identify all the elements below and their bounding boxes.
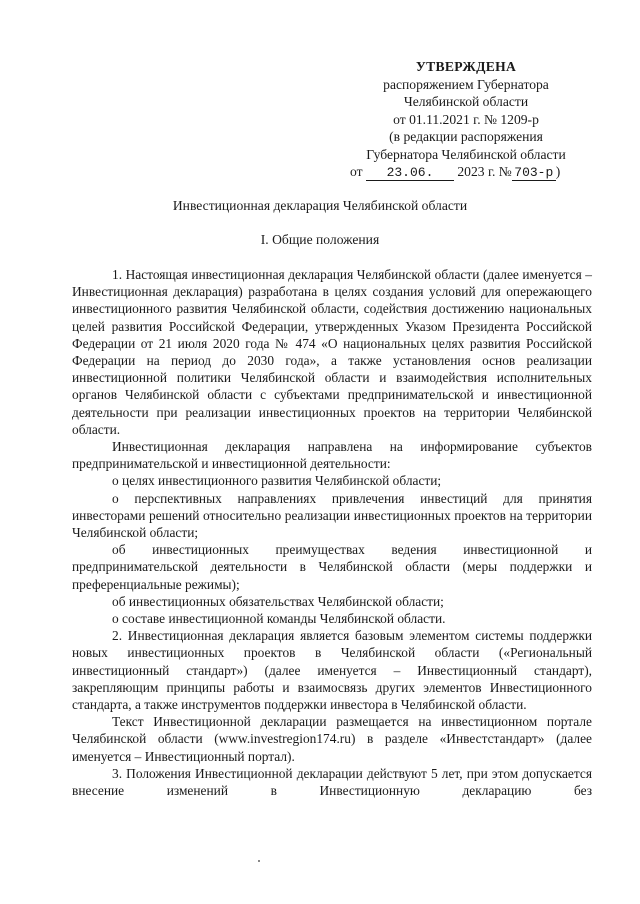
scan-speck	[258, 860, 260, 862]
section-title: I. Общие положения	[260, 232, 380, 247]
list-item: о целях инвестиционного развития Челябинской области;	[112, 473, 442, 489]
paragraph: Текст Инвестиционной декларации размещается на инвестиционном портале Челябинской области (www.investregion174.ru) в разделе «Инвестстандарт» (далее именуется – Инвестиционный портал).	[72, 714, 592, 764]
approval-line-4: (в редакции распоряжения	[389, 129, 543, 144]
list-item: об инвестиционных преимуществах ведения инвестиционной и предпринимательской деятельности в Челябинской области (меры поддержки и преференциальные режимы);	[72, 542, 592, 592]
approval-stamp	[330, 58, 602, 181]
list-item: о перспективных направлениях привлечения инвестиций для принятия инвесторами решений относительно реализации инвестиционных проектов на территории Челябинской области;	[72, 490, 592, 541]
approval-line-2: Челябинской области	[403, 94, 529, 109]
approval-line-6	[330, 163, 602, 181]
paragraph: 1. Настоящая инвестиционная декларация Челябинской области (далее именуется – Инвестиционная декларация) разработана в целях создания условий для опережающего инвестиционного развития Челябинской области, содействия достижению национальных целей развития Российской Федерации, утвержденных Указом Президента Российской Федерации от 21 июля 2020 года № 474 «О национальных целях развития Российской Федерации на период до 2030 года», а также установления основ реализации инвестиционной политики Челябинской области и взаимодействия исполнительных органов Челябинской области с субъектами предпринимательской и инвестиционной деятельности при реализации инвестиционных проектов на территории Челябинской области.	[72, 267, 592, 437]
approval-line-1: распоряжением Губернатора	[383, 76, 549, 92]
list-item: о составе инвестиционной команды Челябинской области.	[112, 611, 446, 627]
approval-date-filled: 23.06.	[366, 166, 454, 181]
approval-close-paren: )	[555, 164, 561, 179]
approval-line-3: от 01.11.2021 г. № 1209-р	[393, 111, 539, 127]
approval-heading: УТВЕРЖДЕНА	[415, 59, 517, 74]
paragraph: Инвестиционная декларация направлена на информирование субъектов предпринимательской и инвестиционной деятельности:	[72, 439, 592, 472]
approval-year: 2023 г. №	[457, 164, 512, 179]
document-body	[72, 266, 592, 799]
document-title: Инвестиционная декларация Челябинской области	[172, 198, 468, 213]
paragraph: 2. Инвестиционная декларация является базовым элементом системы поддержки новых инвестиционных проектов в Челябинской области («Региональный инвестиционный стандарт») (далее именуется – Инвестиционный стандарт), закрепляющим принципы работы и взаимосвязь других элементов Инвестиционного стандарта, а также инструментов поддержки инвестора в Челябинской области.	[72, 628, 592, 713]
approval-number-filled: 703-р	[512, 166, 556, 181]
paragraph: 3. Положения Инвестиционной декларации действуют 5 лет, при этом допускается внесение изменений в Инвестиционную декларацию без	[72, 765, 592, 799]
approval-ot: от	[350, 164, 363, 179]
list-item: об инвестиционных обязательствах Челябинской области;	[112, 593, 444, 609]
approval-line-5: Губернатора Челябинской области	[366, 146, 566, 162]
